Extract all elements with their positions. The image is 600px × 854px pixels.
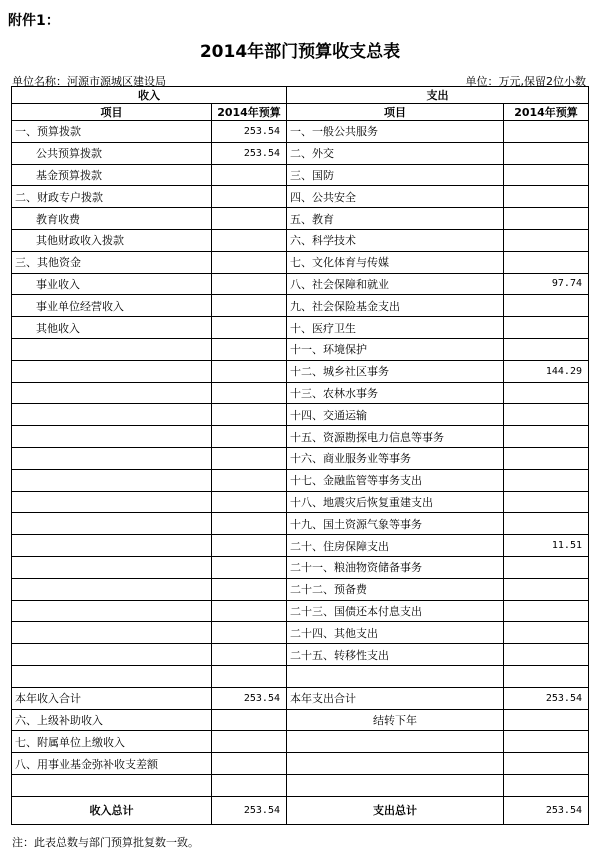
income-item: 公共预算拨款 (12, 142, 212, 164)
summary-row (12, 753, 589, 775)
income-value (212, 186, 287, 208)
expense-item: 十八、地震灾后恢复重建支出 (287, 491, 504, 513)
expense-value (504, 644, 589, 666)
footnote: 注：此表总数与部门预算批复数一致。 (12, 836, 199, 849)
income-value (212, 535, 287, 557)
income-value (212, 753, 287, 775)
table-row (12, 121, 589, 143)
expense-item: 五、教育 (287, 208, 504, 230)
expense-total-value: 253.54 (504, 796, 589, 824)
income-value (212, 208, 287, 230)
expense-item: 十七、金融监管等事务支出 (287, 469, 504, 491)
income-item (12, 535, 212, 557)
income-item: 七、附属单位上缴收入 (12, 731, 212, 753)
expense-item: 十六、商业服务业等事务 (287, 447, 504, 469)
income-value (212, 382, 287, 404)
expense-value (504, 491, 589, 513)
income-item: 二、财政专户拨款 (12, 186, 212, 208)
table-row (12, 208, 589, 230)
income-item (12, 447, 212, 469)
income-item (12, 513, 212, 535)
table-row (12, 513, 589, 535)
table-row (12, 186, 589, 208)
income-value (212, 600, 287, 622)
table-row (12, 644, 589, 666)
expense-value (504, 295, 589, 317)
expense-item (287, 774, 504, 796)
table-row (12, 251, 589, 273)
table-row (12, 164, 589, 186)
table-row (12, 142, 589, 164)
summary-row (12, 687, 589, 709)
expense-item: 四、公共安全 (287, 186, 504, 208)
table-row (12, 404, 589, 426)
income-item (12, 556, 212, 578)
income-item: 三、其他资金 (12, 251, 212, 273)
expense-item (287, 753, 504, 775)
income-item (12, 404, 212, 426)
expense-value: 144.29 (504, 360, 589, 382)
expense-item: 八、社会保障和就业 (287, 273, 504, 295)
income-item: 教育收费 (12, 208, 212, 230)
expense-value (504, 709, 589, 731)
income-value (212, 404, 287, 426)
expense-item: 七、文化体育与传媒 (287, 251, 504, 273)
expense-header: 支出 (287, 87, 589, 104)
expense-value (504, 774, 589, 796)
table-row (12, 622, 589, 644)
expense-value (504, 186, 589, 208)
income-item (12, 360, 212, 382)
income-value (212, 251, 287, 273)
income-value (212, 317, 287, 339)
expense-value (504, 513, 589, 535)
income-value (212, 556, 287, 578)
table-row (12, 360, 589, 382)
expense-value (504, 208, 589, 230)
income-total-label: 收入总计 (12, 796, 212, 824)
income-item: 本年收入合计 (12, 687, 212, 709)
expense-value (504, 600, 589, 622)
income-item: 八、用事业基金弥补收支差额 (12, 753, 212, 775)
income-value (212, 578, 287, 600)
expense-item: 二十一、粮油物资储备事务 (287, 556, 504, 578)
income-item: 基金预算拨款 (12, 164, 212, 186)
expense-value (504, 142, 589, 164)
expense-value (504, 121, 589, 143)
income-item: 其他收入 (12, 317, 212, 339)
income-item: 事业单位经营收入 (12, 295, 212, 317)
income-value: 253.54 (212, 687, 287, 709)
expense-item (287, 731, 504, 753)
income-header: 收入 (12, 87, 287, 104)
income-value (212, 513, 287, 535)
income-value (212, 164, 287, 186)
income-item (12, 622, 212, 644)
expense-item: 十一、环境保护 (287, 338, 504, 360)
expense-item: 结转下年 (287, 709, 504, 731)
total-row (12, 796, 589, 824)
table-row (12, 600, 589, 622)
income-item-header: 项目 (12, 104, 212, 121)
summary-row (12, 774, 589, 796)
page-title: 2014年部门预算收支总表 (199, 42, 401, 62)
unit-name: 单位名称：河源市源城区建设局 (12, 75, 166, 88)
expense-item-header: 项目 (287, 104, 504, 121)
budget-table (11, 86, 589, 825)
table-row (12, 578, 589, 600)
column-header-row (12, 104, 589, 121)
income-value (212, 229, 287, 251)
unit-note: 单位：万元,保留2位小数 (465, 75, 586, 88)
summary-row (12, 731, 589, 753)
income-value: 253.54 (212, 142, 287, 164)
table-row (12, 338, 589, 360)
income-value (212, 622, 287, 644)
expense-value (504, 556, 589, 578)
expense-item: 三、国防 (287, 164, 504, 186)
table-row (12, 491, 589, 513)
income-item: 一、预算拨款 (12, 121, 212, 143)
income-item: 六、上级补助收入 (12, 709, 212, 731)
expense-value: 11.51 (504, 535, 589, 557)
income-value (212, 774, 287, 796)
income-value (212, 447, 287, 469)
expense-value (504, 317, 589, 339)
table-row (12, 317, 589, 339)
expense-item: 十、医疗卫生 (287, 317, 504, 339)
expense-item: 十四、交通运输 (287, 404, 504, 426)
table-row (12, 447, 589, 469)
income-value (212, 731, 287, 753)
table-row (12, 535, 589, 557)
expense-value (504, 338, 589, 360)
expense-item: 一、一般公共服务 (287, 121, 504, 143)
income-value (212, 665, 287, 687)
expense-value (504, 469, 589, 491)
expense-item: 二十三、国债还本付息支出 (287, 600, 504, 622)
expense-value (504, 251, 589, 273)
income-budget-header: 2014年预算 (212, 104, 287, 121)
expense-value: 97.74 (504, 273, 589, 295)
table-row (12, 426, 589, 448)
income-item (12, 338, 212, 360)
table-row (12, 382, 589, 404)
income-item (12, 600, 212, 622)
expense-item: 六、科学技术 (287, 229, 504, 251)
expense-item: 十二、城乡社区事务 (287, 360, 504, 382)
expense-value (504, 229, 589, 251)
income-item (12, 578, 212, 600)
expense-total-label: 支出总计 (287, 796, 504, 824)
table-row (12, 229, 589, 251)
expense-value (504, 731, 589, 753)
income-value (212, 426, 287, 448)
expense-item: 十三、农林水事务 (287, 382, 504, 404)
income-value (212, 338, 287, 360)
expense-value (504, 447, 589, 469)
income-item (12, 426, 212, 448)
expense-value (504, 426, 589, 448)
expense-value (504, 382, 589, 404)
attachment-label: 附件1： (8, 13, 60, 29)
income-item: 事业收入 (12, 273, 212, 295)
income-item (12, 644, 212, 666)
summary-row (12, 709, 589, 731)
expense-item: 二十二、预备费 (287, 578, 504, 600)
income-item (12, 774, 212, 796)
expense-item: 二、外交 (287, 142, 504, 164)
table-row (12, 556, 589, 578)
expense-value (504, 578, 589, 600)
income-value (212, 469, 287, 491)
income-value (212, 360, 287, 382)
income-item (12, 469, 212, 491)
expense-budget-header: 2014年预算 (504, 104, 589, 121)
expense-item: 十九、国土资源气象等事务 (287, 513, 504, 535)
income-value (212, 273, 287, 295)
table-row (12, 665, 589, 687)
expense-item: 二十、住房保障支出 (287, 535, 504, 557)
expense-item: 二十四、其他支出 (287, 622, 504, 644)
expense-item: 九、社会保险基金支出 (287, 295, 504, 317)
expense-value (504, 164, 589, 186)
income-value (212, 491, 287, 513)
expense-item (287, 665, 504, 687)
expense-value (504, 622, 589, 644)
expense-value (504, 665, 589, 687)
expense-item: 本年支出合计 (287, 687, 504, 709)
expense-value: 253.54 (504, 687, 589, 709)
expense-item: 十五、资源勘探电力信息等事务 (287, 426, 504, 448)
income-value (212, 709, 287, 731)
income-value (212, 295, 287, 317)
income-value (212, 644, 287, 666)
table-row (12, 469, 589, 491)
income-value: 253.54 (212, 121, 287, 143)
income-item (12, 665, 212, 687)
table-row (12, 273, 589, 295)
income-item: 其他财政收入拨款 (12, 229, 212, 251)
income-total-value: 253.54 (212, 796, 287, 824)
income-item (12, 491, 212, 513)
table-row (12, 295, 589, 317)
expense-value (504, 753, 589, 775)
section-header-row (12, 87, 589, 104)
expense-value (504, 404, 589, 426)
expense-item: 二十五、转移性支出 (287, 644, 504, 666)
income-item (12, 382, 212, 404)
